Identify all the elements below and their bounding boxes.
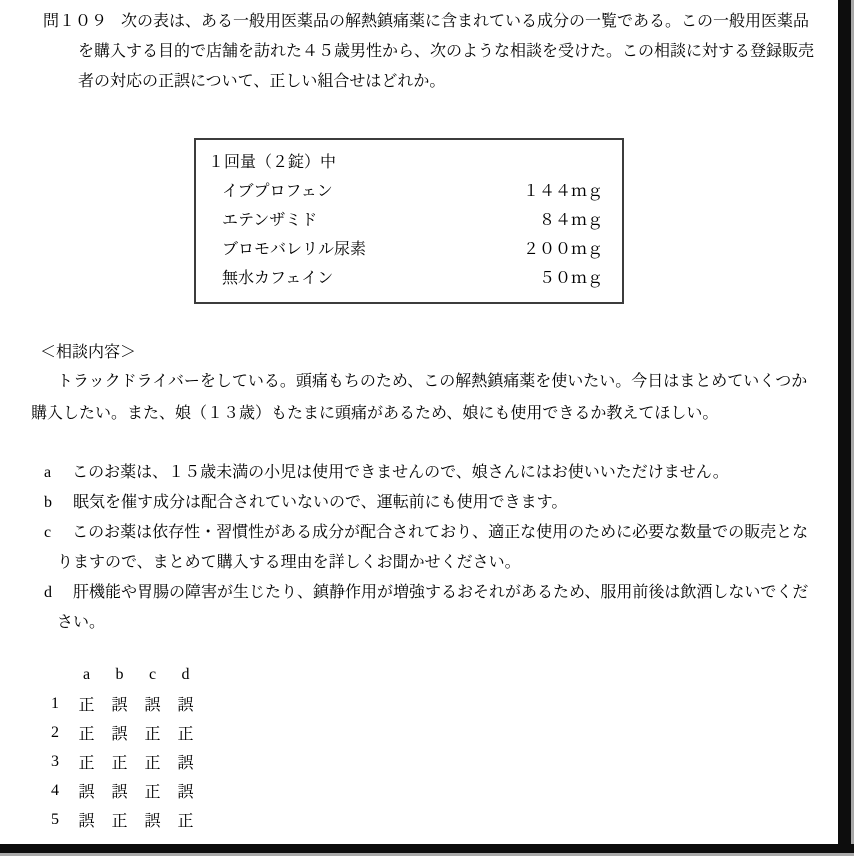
ingredient-name: ブロモバレリル尿素 (222, 241, 367, 258)
option-number: 2 (51, 723, 59, 741)
answer-cell: 誤 (78, 813, 95, 830)
ingredient-row (208, 235, 603, 264)
ingredient-name: イブプロフェン (222, 183, 333, 200)
answer-cell: 誤 (111, 726, 128, 743)
statement-label: c (44, 524, 52, 541)
answer-row (40, 805, 202, 834)
column-header-c: c (148, 665, 157, 683)
answer-cell: 正 (177, 813, 194, 830)
ingredient-amount: ５０ｍｇ (538, 270, 603, 287)
answer-cell: 誤 (177, 697, 194, 714)
answer-cell: 誤 (111, 784, 128, 801)
column-header-a: a (82, 665, 91, 683)
statement-text: 眠気を催す成分は配合されていないので、運転前にも使用できます。 (73, 494, 568, 511)
statement-text: このお薬は、１５歳未満の小児は使用できませんので、娘さんにはお使いいただけません。 (72, 464, 729, 481)
ingredient-amount: ２００ｍｇ (522, 241, 603, 258)
answer-cell: 誤 (144, 697, 161, 714)
statement-label: d (44, 584, 52, 601)
column-header-b: b (115, 665, 124, 683)
answer-cell: 正 (78, 697, 95, 714)
question-number: 問１０９ (43, 13, 108, 30)
option-number: 4 (51, 781, 59, 799)
answer-cell: 正 (78, 755, 95, 772)
answer-row (40, 747, 202, 776)
question-paragraph (43, 7, 823, 97)
statement-text: 肝機能や胃腸の障害が生じたり、鎮静作用が増強するおそれがあるため、服用前後は飲酒しないでください。 (57, 584, 809, 631)
statement-label: b (44, 494, 52, 511)
consultation-body: トラックドライバーをしている。頭痛もちのため、この解熱鎮痛薬を使いたい。今日はまとめていくつか購入したい。また、娘（１３歳）もたまに頭痛があるため、娘にも使用できるか教えてほしい。 (31, 373, 808, 422)
ingredient-amount: ８４ｍｇ (538, 212, 603, 229)
answer-cell: 誤 (144, 813, 161, 830)
ingredient-row (208, 206, 603, 235)
answer-cell: 誤 (78, 784, 95, 801)
answer-row (40, 718, 202, 747)
window-border-right (838, 0, 851, 856)
option-number: 1 (51, 694, 59, 712)
empty-cell (40, 660, 70, 689)
answer-cell: 正 (78, 726, 95, 743)
statement-d (44, 578, 816, 638)
answer-options-table (40, 660, 202, 834)
ingredient-table (194, 138, 624, 304)
option-number: 5 (51, 810, 59, 828)
answer-cell: 誤 (177, 755, 194, 772)
answer-cell: 正 (144, 784, 161, 801)
answer-header-row (40, 660, 202, 689)
ingredient-table-header: １回量（２錠）中 (208, 154, 337, 171)
answer-cell: 正 (144, 726, 161, 743)
window-border-bottom (0, 844, 854, 853)
statements-list (44, 458, 816, 638)
statement-text: このお薬は依存性・習慣性がある成分が配合されており、適正な使用のために必要な数量での販売となりますので、まとめて購入する理由を詳しくお聞かせください。 (57, 524, 809, 571)
answer-cell: 正 (177, 726, 194, 743)
ingredient-amount: １４４ｍｇ (522, 183, 603, 200)
column-header-d: d (181, 665, 190, 683)
option-number: 3 (51, 752, 59, 770)
answer-row (40, 689, 202, 718)
answer-cell: 誤 (111, 697, 128, 714)
statement-c (44, 518, 816, 578)
answer-cell: 誤 (177, 784, 194, 801)
statement-a (44, 458, 816, 488)
question-text: 次の表は、ある一般用医薬品の解熱鎮痛薬に含まれている成分の一覧である。この一般用医薬品を購入する目的で店舗を訪れた４５歳男性から、次のような相談を受けた。この相談に対する登録販売者の対応の正誤について、正しい組合せはどれか。 (78, 13, 815, 90)
ingredient-name: 無水カフェイン (222, 270, 334, 287)
ingredient-name: エテンザミド (222, 212, 318, 229)
statement-label: a (44, 464, 52, 481)
consultation-heading: ＜相談内容＞ (40, 344, 137, 361)
ingredient-row (208, 264, 603, 293)
answer-row (40, 776, 202, 805)
ingredient-row (208, 177, 603, 206)
statement-b (44, 488, 816, 518)
answer-cell: 正 (144, 755, 161, 772)
answer-cell: 正 (111, 755, 128, 772)
answer-cell: 正 (111, 813, 128, 830)
